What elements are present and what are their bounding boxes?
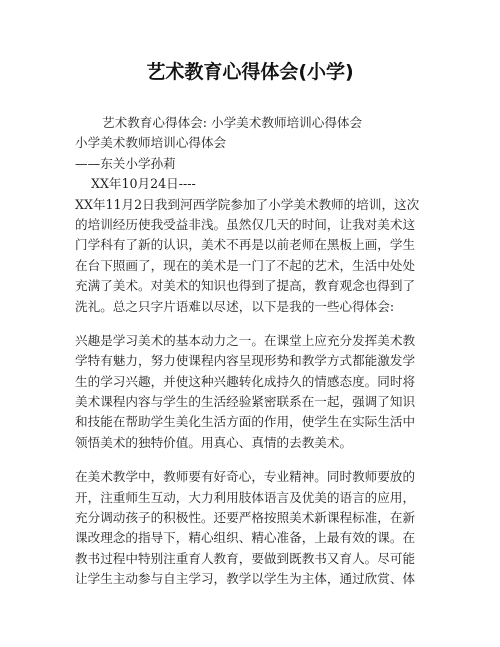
document-body (75, 113, 437, 590)
paragraph-line: 洗礼。总之只字片语难以尽述，以下是我的一些心得体会: (75, 298, 395, 314)
paragraph-gap (75, 317, 437, 331)
paragraph-line: 学特有魅力，努力使课程内容呈现形势和教学方式都能激发学 (75, 353, 416, 369)
header-line-heading: 小学美术教师培训心得体会 (75, 135, 227, 151)
paragraph-line: 生的学习兴趣，并使这种兴趣转化成持久的情感态度。同时将 (75, 373, 416, 389)
paragraph-line: 让学生主动参与自主学习，教学以学生为主体，通过欣赏、体 (75, 571, 416, 587)
header-line-date: XX年10月24日---- (91, 176, 196, 192)
paragraph-3 (75, 467, 437, 589)
paragraph-gap (75, 453, 437, 467)
header-line-author: ——东关小学孙莉 (75, 155, 176, 171)
paragraph-line: 兴趣是学习美术的基本动力之一。在课堂上应充分发挥美术教 (75, 332, 416, 348)
paragraph-line: XX年11月2日我到河西学院参加了小学美术教师的培训，这次 (75, 196, 420, 212)
paragraph-2 (75, 331, 437, 453)
paragraph-line: 课改理念的指导下，精心组织、精心准备，上最有效的课。在 (75, 530, 416, 546)
paragraph-line: 的培训经历使我受益非浅。虽然仅几天的时间，让我对美术这 (75, 216, 416, 232)
paragraph-line: 和技能在帮助学生美化生活方面的作用，使学生在实际生活中 (75, 414, 416, 430)
paragraph-line: 门学科有了新的认识，美术不再是以前老师在黑板上画，学生 (75, 237, 416, 253)
paragraph-line: 充满了美术。对美术的知识也得到了提高，教育观念也得到了 (75, 278, 416, 294)
paragraph-line: 在美术教学中，教师要有好奇心，专业精神。同时教师要放的 (75, 469, 416, 485)
paragraph-line: 领悟美术的独特价值。用真心、真情的去教美术。 (75, 434, 353, 450)
paragraph-line: 美术课程内容与学生的生活经验紧密联系在一起，强调了知识 (75, 394, 416, 410)
paragraph-line: 教书过程中特别注重育人教育，要做到既教书又育人。尽可能 (75, 550, 416, 566)
paragraph-1 (75, 195, 437, 317)
header-line-subtitle: 艺术教育心得体会: 小学美术教师培训心得体会 (102, 115, 363, 130)
page-title: 艺术教育心得体会(小学) (146, 61, 354, 83)
paragraph-line: 开，注重师生互动，大力利用肢体语言及优美的语言的应用， (75, 489, 416, 505)
paragraph-line: 在台下照画了，现在的美术是一门了不起的艺术，生活中处处 (75, 257, 416, 273)
paragraph-line: 充分调动孩子的积极性。还要严格按照美术新课程标准，在新 (75, 510, 416, 526)
